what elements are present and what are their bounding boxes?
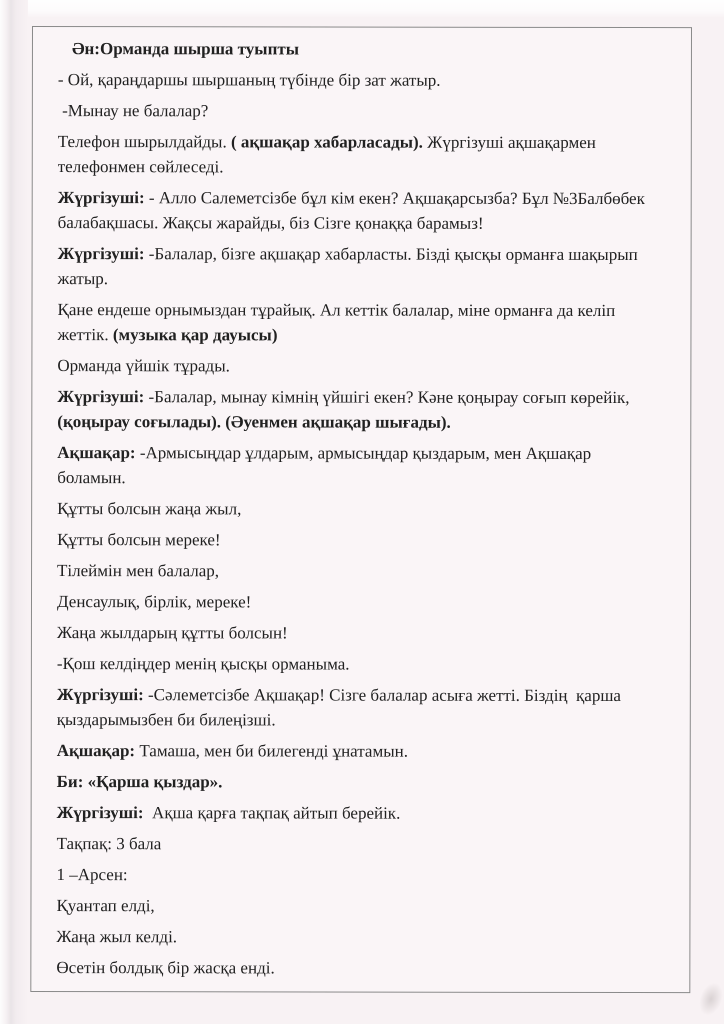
scan-top-margin: [0, 0, 724, 18]
scan-smudge: [695, 979, 724, 1018]
bold-text-run: (қоңырау соғылады). (Әуенмен ақшақар шығады).: [57, 412, 451, 432]
paragraph: [56, 862, 645, 888]
text-run: 1 –Арсен:: [56, 865, 128, 885]
text-run: Ақша қарға тақпақ айтып берейік.: [143, 803, 401, 823]
bold-text-run: Жүргізуші:: [56, 685, 144, 705]
text-run: Жүргізуші ақшақармен телефонмен сөйлеседі.: [57, 132, 601, 177]
paragraph: [57, 620, 646, 646]
text-run: - Алло Салеметсізбе бұл кім екен? Ақшақарсызба? Бұл №3Балбөбек балабақшасы. Жақсы жарайды, біз Сізге қонаққа барамыз!: [57, 188, 650, 233]
bold-text-run: Жүргізуші:: [57, 244, 145, 264]
paragraph: [57, 558, 646, 584]
text-run: Қане ендеше орнымыздан тұрайық. Ал кеттік балалар, міне орманға да келіп жеттік.: [57, 300, 620, 345]
text-run: -Қош келдіңдер менің қысқы орманыма.: [56, 654, 350, 674]
text-box: [30, 26, 692, 993]
paragraph: [57, 831, 646, 857]
text-run: -Мынау не балалар?: [57, 101, 209, 121]
paragraph: [58, 67, 647, 93]
text-run: -Сәлеметсізбе Ақшақар! Сізге балалар асыға жетті. Біздің қарша қыздарымызбен би билеңізші.: [56, 685, 626, 730]
paragraph: [57, 297, 646, 348]
paragraph: [57, 384, 646, 435]
bold-text-run: Жүргізуші:: [56, 803, 144, 823]
paragraph: [57, 589, 646, 615]
paragraph: [57, 769, 646, 795]
bold-text-run: Жүргізуші:: [57, 188, 145, 208]
paragraph: [58, 98, 647, 124]
text-run: Орманда үйшік тұрады.: [57, 356, 230, 376]
paragraph: [56, 924, 645, 950]
text-run: Денсаулық, бірлік, мереке!: [56, 592, 252, 612]
text-run: Жаңа жыл келді.: [56, 927, 178, 947]
text-run: Жаңа жылдарың құтты болсын!: [56, 623, 288, 643]
bold-text-run: Жүргізуші:: [57, 387, 145, 407]
paragraph: [57, 651, 646, 677]
bold-text-run: Ән:Орманда шырша туыпты: [71, 39, 300, 59]
scan-edge-shadow: [0, 0, 28, 1024]
paragraph: [56, 893, 645, 919]
paragraph: [57, 527, 646, 553]
bold-text-run: Ақшақар:: [57, 443, 136, 463]
bold-text-run: (музыка қар дауысы): [112, 325, 278, 345]
paragraph: [57, 353, 646, 379]
paragraph: [56, 955, 645, 981]
bold-text-run: ( ақшақар хабарласады).: [230, 132, 423, 152]
paragraph: [57, 185, 650, 236]
text-run: -Армысыңдар ұлдарым, армысыңдар қыздарым, мен Ақшақар боламын.: [57, 443, 596, 488]
paragraph: [58, 241, 647, 292]
paragraph: [58, 129, 647, 180]
paragraph: [57, 738, 646, 764]
paragraph: [57, 800, 646, 826]
paragraph: [57, 496, 646, 522]
bold-text-run: Би: «Қарша қыздар».: [56, 772, 223, 792]
text-run: Қуантап елді,: [56, 896, 155, 916]
paragraph: [57, 682, 646, 733]
text-run: Тақпақ: 3 бала: [56, 834, 162, 854]
text-run: - Ой, қараңдаршы шыршаның түбінде бір зат жатыр.: [57, 70, 441, 90]
text-run: -Балалар, бізге ақшақар хабарласты. Бізді қысқы орманға шақырып жатыр.: [57, 244, 643, 289]
text-run: Телефон шырылдайды.: [57, 132, 231, 152]
paragraph: [57, 440, 646, 491]
document-title: [58, 36, 647, 62]
text-run: Құтты болсын мереке!: [57, 530, 221, 550]
text-run: Құтты болсын жаңа жыл,: [57, 499, 242, 519]
bold-text-run: Ақшақар:: [56, 741, 136, 761]
text-run: Өсетін болдық бір жасқа енді.: [56, 958, 275, 978]
text-run: -Балалар, мынау кімнің үйшігі екен? Кәне қоңырау соғып көрейік,: [144, 387, 634, 408]
text-run: Тамаша, мен би билегенді ұнатамын.: [135, 741, 409, 761]
text-run: Тілеймін мен балалар,: [57, 561, 220, 581]
